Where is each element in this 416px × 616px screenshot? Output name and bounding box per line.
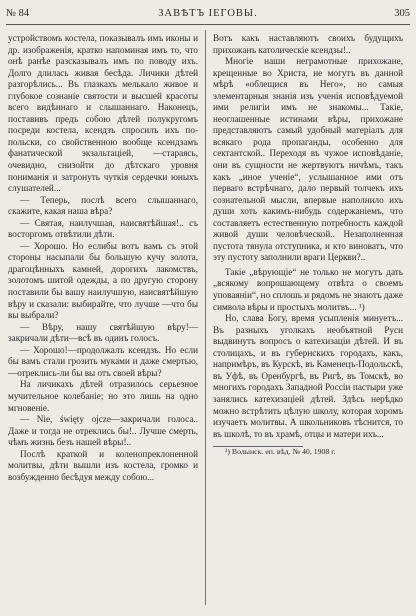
page-number: 305: [394, 8, 410, 19]
paragraph: устройствомъ костела, показывалъ имъ иконы и др. изображенія, кратко напоминая имъ то, что онѣ ранѣе разсказывалъ имъ по поводу ихъ. Долго длилась живая бесѣда. Личики дѣтей разгорѣлись... Въ глазкахъ мелькало живое и глубокое сознаніе святости и высшей красоты всего видѣннаго и слышаннаго. Наконецъ, поставивъ предъ собою дѣтей полукругомъ посреди костела, ксендзъ спросилъ ихъ по-польски, со свойственною вообще ксендзамъ фанатической экзальтаціей, —стараясь, очевидно, снизойти до дѣтскаго уровня пониманія и затронуть чуткія сердечки юныхъ слушателей...: [8, 33, 198, 194]
paragraph: — Nie, święty ojcze—закричали голоса.. Даже и тогда не отреклись бы!.. Лучше смерть, чѣмъ жизнь безъ нашей вѣры!..: [8, 414, 198, 448]
paragraph: — Вѣру, нашу святѣйшую вѣру!— закричали дѣти—всѣ въ одинъ голосъ.: [8, 321, 198, 344]
paragraph: — Хорошо!—продолжалъ ксендзъ. Но если бы вамъ стали грозить муками и даже смертью,—отреклись-ли бы вы отъ своей вѣры?: [8, 344, 198, 378]
left-column: [8, 33, 198, 483]
running-header: [0, 8, 416, 22]
journal-title: ЗАВѢТЪ ІЕГОВЫ.: [158, 8, 258, 19]
paragraph: — Теперь, послѣ всего слышаннаго, скажите, какая наша вѣра?: [8, 194, 198, 217]
footnote: ¹) Волынск. еп. вѣд. № 40, 1908 г.: [225, 447, 336, 457]
paragraph: — Хорошо. Но еслибы вотъ вамъ съ этой стороны насыпали бы большую кучу золота, драгоцѣнныхъ камней, дорогихъ лакомствъ, золотомъ шитой одежды, а по другую сторону поставили бы вашу наилучшую, наисвятѣйшую вѣру и сказали: выбирайте, что лучше —что бы вы выбрали?: [8, 240, 198, 321]
header-rule: [6, 24, 410, 25]
right-column: [213, 33, 403, 456]
paragraph: Послѣ краткой и коленопреклоненной молитвы, дѣти вышли изъ костела, громко и возбужденно бесѣдуя между собою...: [8, 448, 198, 482]
paragraph: Многіе наши неграмотные прихожане, крещенные во Христа, не могутъ въ данной мѣрѣ «облещися въ Него», но самыя элементарныя знанія изъ ученія исповѣдуемой ими религіи имъ не знакомы... Такіе, неоглашенные истинами вѣры, прихожане представляютъ самый удобный матеріалъ для всякаго рода пропаганды, особенно для сектантской.. Переходя въ чужое исповѣданіе, они въ сущности не жертвуютъ ничѣмъ, такъ какъ „иное ученіе“, услышанное ими отъ перваго встрѣчнаго, дало первый толчекъ ихъ сознательной мысли, впервые наполнило ихъ души хоть какимъ-нибудь содержаніемъ, что составляетъ естественную потребность каждой живой души человѣческой.. Незаполненная пустота тянула отступника, и кто виноватъ, что эту пустоту заполнили враги Церкви?..: [213, 56, 403, 263]
paragraph: На личикахъ дѣтей отразилось серьезное мучительное колебаніе; но это лишь на одно мгновеніе.: [8, 379, 198, 413]
paragraph: — Святая, наилучшая, наисвятѣйшая!.. съ восторгомъ отвѣтили дѣти.: [8, 217, 198, 240]
issue-number: № 84: [6, 8, 30, 19]
paragraph: Но, слава Богу, время усыпленія минуетъ... Въ разныхъ уголкахъ необъятной Руси выдвинутъ вопросъ о катехизаціи дѣтей. И въ столицахъ, и въ губернскихъ городахъ, какъ, напримѣръ, въ Курскѣ, въ Каменецъ-Подольскѣ, въ Уфѣ, въ Оренбургѣ, въ Ригѣ, въ Томскѣ, во многихъ городахъ Западной Россіи пастыри уже занялись катехизаціей дѣтей. Здѣсь нерѣдко можно встрѣтить цѣлую школу, которая хоромъ изучаетъ молитвы. А школьниковъ тѣснится, то въ школѣ, то въ храмѣ, отцы и матери ихъ...: [213, 313, 403, 439]
paragraph: Такіе „вѣрующіе“ не только не могутъ дать „всякому вопрошающему отвѣта о своемъ уповаяніи“, но сплошь и рядомъ не знаютъ даже символа вѣры и простыхъ молитвъ... ¹): [213, 266, 403, 312]
paragraph: Вотъ какъ наставляютъ своихъ будущихъ прихожанъ католическіе ксендзы!..: [213, 33, 403, 55]
column-divider: [205, 30, 206, 605]
